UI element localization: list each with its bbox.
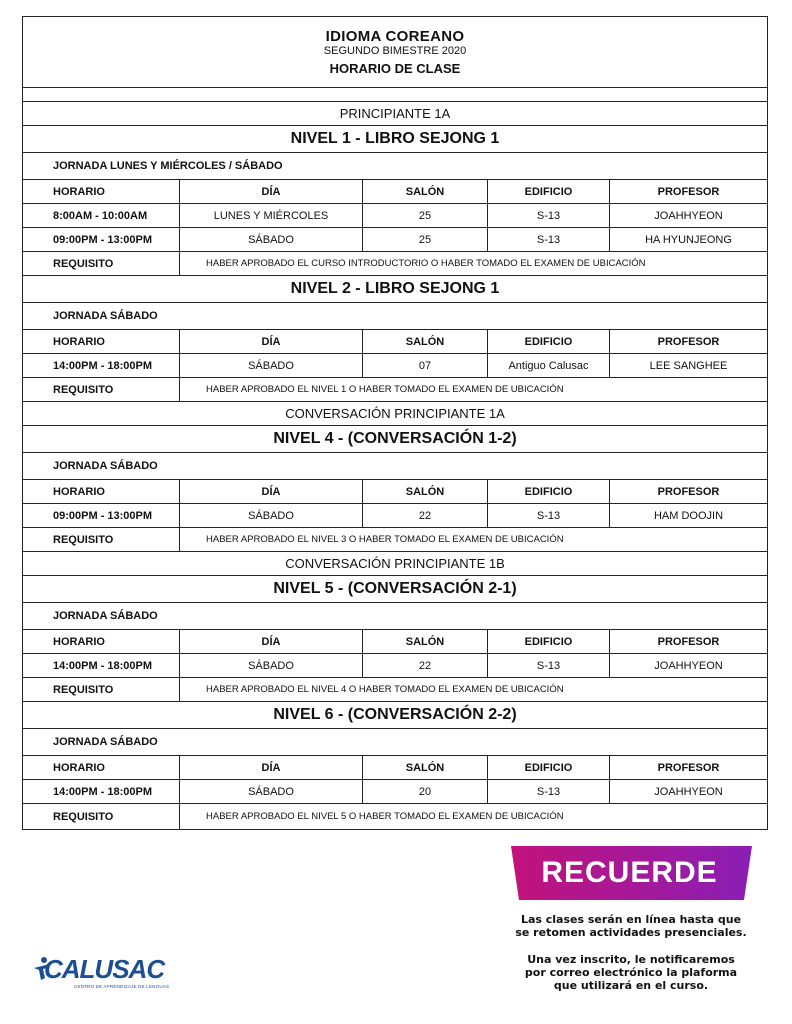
- level-title: NIVEL 6 - (CONVERSACIÓN 2-2): [23, 702, 767, 729]
- cell-horario: 14:00PM - 18:00PM: [23, 354, 180, 377]
- col-edificio: EDIFICIO: [488, 480, 610, 503]
- col-dia: DÍA: [180, 480, 363, 503]
- level-title: NIVEL 4 - (CONVERSACIÓN 1-2): [23, 426, 767, 453]
- requisito-row: [23, 252, 767, 276]
- col-salon: SALÓN: [363, 480, 488, 503]
- cell-edificio: S-13: [488, 204, 610, 227]
- cell-edificio: S-13: [488, 654, 610, 677]
- requisito-text: HABER APROBADO EL CURSO INTRODUCTORIO O HABER TOMADO EL EXAMEN DE UBICACIÓN: [206, 258, 646, 269]
- jornada-label: JORNADA SÁBADO: [23, 303, 767, 330]
- requisito-text: HABER APROBADO EL NIVEL 4 O HABER TOMADO EL EXAMEN DE UBICACIÓN: [206, 684, 564, 695]
- cell-profesor: JOAHHYEON: [654, 785, 723, 798]
- table-row: [23, 504, 767, 528]
- col-dia: DÍA: [180, 330, 363, 353]
- cell-dia: SÁBADO: [180, 228, 363, 251]
- cell-profesor: JOAHHYEON: [654, 209, 723, 222]
- table-row: [23, 354, 767, 378]
- col-horario: HORARIO: [23, 330, 180, 353]
- col-edificio: EDIFICIO: [488, 330, 610, 353]
- col-profesor: PROFESOR: [657, 485, 720, 498]
- cell-dia: SÁBADO: [180, 780, 363, 803]
- jornada-label: JORNADA SÁBADO: [23, 729, 767, 756]
- cell-horario: 09:00PM - 13:00PM: [23, 228, 180, 251]
- table-header-row: [23, 180, 767, 204]
- requisito-text: HABER APROBADO EL NIVEL 3 O HABER TOMADO EL EXAMEN DE UBICACIÓN: [206, 534, 564, 545]
- col-horario: HORARIO: [23, 480, 180, 503]
- notice-line: se retomen actividades presenciales.: [515, 926, 747, 939]
- requisito-row: [23, 804, 767, 830]
- cell-salon: 25: [363, 228, 488, 251]
- requisito-row: [23, 378, 767, 402]
- table-row: [23, 654, 767, 678]
- requisito-label: REQUISITO: [23, 252, 180, 275]
- notice-line: Las clases serán en línea hasta que: [520, 913, 742, 926]
- col-dia: DÍA: [180, 756, 363, 779]
- table-header-row: [23, 630, 767, 654]
- level-title: NIVEL 1 - LIBRO SEJONG 1: [23, 126, 767, 153]
- col-horario: HORARIO: [23, 756, 180, 779]
- schedule-sheet: [22, 16, 768, 830]
- table-header-row: [23, 330, 767, 354]
- cell-horario: 8:00AM - 10:00AM: [23, 204, 180, 227]
- document-subtitle: SEGUNDO BIMESTRE 2020: [323, 44, 467, 57]
- requisito-row: [23, 678, 767, 702]
- cell-dia: SÁBADO: [180, 354, 363, 377]
- col-profesor: PROFESOR: [657, 335, 720, 348]
- col-salon: SALÓN: [363, 180, 488, 203]
- document-heading: HORARIO DE CLASE: [329, 60, 461, 76]
- calusac-logo: [32, 952, 172, 992]
- cell-edificio: S-13: [488, 780, 610, 803]
- cell-salon: 25: [363, 204, 488, 227]
- requisito-label: REQUISITO: [23, 678, 180, 701]
- table-header-row: [23, 480, 767, 504]
- logo-tagline: CENTRO DE APRENDIZAJE DE LENGUAS: [74, 984, 170, 989]
- online-notice: [500, 913, 762, 992]
- jornada-label: JORNADA LUNES Y MIÉRCOLES / SÁBADO: [23, 153, 767, 180]
- recuerde-label: RECUERDE: [541, 856, 718, 889]
- cell-profesor: HAM DOOJIN: [653, 509, 724, 522]
- col-salon: SALÓN: [363, 630, 488, 653]
- cell-horario: 09:00PM - 13:00PM: [23, 504, 180, 527]
- requisito-row: [23, 528, 767, 552]
- level-band: CONVERSACIÓN PRINCIPIANTE 1B: [23, 552, 767, 576]
- cell-horario: 14:00PM - 18:00PM: [23, 654, 180, 677]
- logo-wordmark: CALUSAC: [44, 954, 165, 984]
- notice-line: Una vez inscrito, le notificaremos: [527, 953, 735, 966]
- jornada-label: JORNADA SÁBADO: [23, 603, 767, 630]
- notice-line: que utilizará en el curso.: [553, 979, 709, 992]
- cell-profesor: HA HYUNJEONG: [645, 233, 732, 246]
- table-header-row: [23, 756, 767, 780]
- requisito-text: HABER APROBADO EL NIVEL 1 O HABER TOMADO EL EXAMEN DE UBICACIÓN: [206, 384, 564, 395]
- document-title: IDIOMA COREANO: [325, 27, 465, 45]
- table-row: [23, 228, 767, 252]
- cell-edificio: S-13: [488, 228, 610, 251]
- jornada-label: JORNADA SÁBADO: [23, 453, 767, 480]
- col-profesor: PROFESOR: [657, 185, 720, 198]
- recuerde-banner: [507, 846, 752, 900]
- col-edificio: EDIFICIO: [488, 180, 610, 203]
- cell-salon: 20: [363, 780, 488, 803]
- col-dia: DÍA: [180, 630, 363, 653]
- cell-edificio: S-13: [488, 504, 610, 527]
- notice-line: por correo electrónico la plaforma: [524, 966, 738, 979]
- cell-salon: 22: [363, 654, 488, 677]
- requisito-text: HABER APROBADO EL NIVEL 5 O HABER TOMADO EL EXAMEN DE UBICACIÓN: [206, 811, 564, 822]
- level-title: NIVEL 5 - (CONVERSACIÓN 2-1): [23, 576, 767, 603]
- level-title: NIVEL 2 - LIBRO SEJONG 1: [23, 276, 767, 303]
- requisito-label: REQUISITO: [23, 528, 180, 551]
- level-band: PRINCIPIANTE 1A: [23, 102, 767, 126]
- cell-dia: LUNES Y MIÉRCOLES: [180, 204, 363, 227]
- cell-dia: SÁBADO: [180, 654, 363, 677]
- table-row: [23, 204, 767, 228]
- col-horario: HORARIO: [23, 180, 180, 203]
- requisito-label: REQUISITO: [23, 378, 180, 401]
- requisito-label: REQUISITO: [23, 804, 180, 829]
- col-dia: DÍA: [180, 180, 363, 203]
- cell-edificio: Antiguo Calusac: [488, 354, 610, 377]
- table-row: [23, 780, 767, 804]
- col-edificio: EDIFICIO: [488, 630, 610, 653]
- cell-profesor: JOAHHYEON: [654, 659, 723, 672]
- cell-horario: 14:00PM - 18:00PM: [23, 780, 180, 803]
- col-edificio: EDIFICIO: [488, 756, 610, 779]
- col-horario: HORARIO: [23, 630, 180, 653]
- cell-profesor: LEE SANGHEE: [649, 359, 728, 372]
- col-profesor: PROFESOR: [657, 635, 720, 648]
- cell-salon: 22: [363, 504, 488, 527]
- cell-dia: SÁBADO: [180, 504, 363, 527]
- level-band: CONVERSACIÓN PRINCIPIANTE 1A: [23, 402, 767, 426]
- cell-salon: 07: [363, 354, 488, 377]
- document-header: [23, 17, 767, 88]
- col-salon: SALÓN: [363, 756, 488, 779]
- col-profesor: PROFESOR: [657, 761, 720, 774]
- col-salon: SALÓN: [363, 330, 488, 353]
- spacer-row: [23, 88, 767, 102]
